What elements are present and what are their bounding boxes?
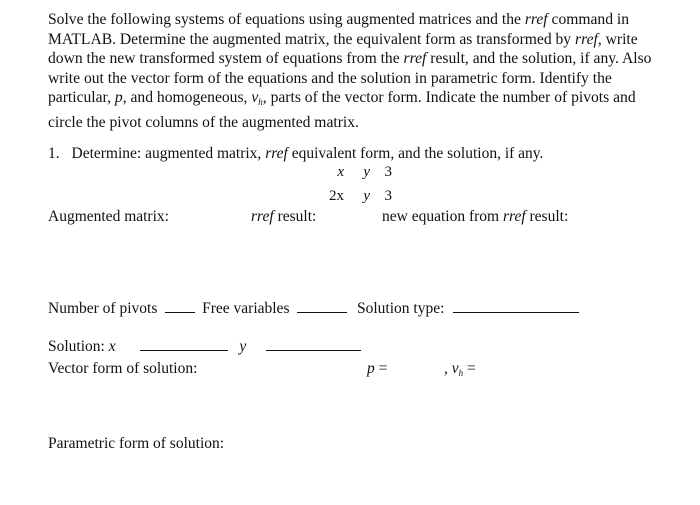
pivots-label: Number of pivots xyxy=(48,300,158,317)
pivots-row xyxy=(48,299,347,318)
vector-form-label: Vector form of solution: xyxy=(48,360,198,377)
particular-solution-label: p = xyxy=(367,360,388,377)
equation-coefficient-2x: 2x xyxy=(329,188,344,204)
solution-type-row xyxy=(357,299,579,318)
instructions-line-5: particular, p, and homogeneous, $v_h$, parts of the vector form. Indicate the number of pivots and xyxy=(48,89,636,108)
solution-x-blank[interactable] xyxy=(140,337,228,351)
question-number: 1. xyxy=(48,145,60,162)
parametric-form-label: Parametric form of solution: xyxy=(48,435,225,452)
augmented-matrix-label: Augmented matrix: xyxy=(48,208,169,225)
solution-y-blank[interactable] xyxy=(266,337,361,351)
instructions-line-1: Solve the following systems of equations using augmented matrices and the rref command in xyxy=(48,11,630,28)
homogeneous-solution-label: , $v_h$ = xyxy=(444,360,476,378)
instructions-line-6: circle the pivot columns of the augmented matrix. xyxy=(48,113,359,131)
new-equation-label: new equation from rref result: xyxy=(382,208,569,225)
solution-type-blank[interactable] xyxy=(453,299,579,313)
instructions-line-4: write out the vector form of the equations and the solution in parametric form. Identify the xyxy=(48,69,612,87)
pivots-blank[interactable] xyxy=(165,299,195,313)
rref-result-label: rref result: xyxy=(251,208,317,225)
instructions-paragraph xyxy=(48,10,673,133)
equation-row-2: 2x y 3 xyxy=(329,188,392,204)
solution-type-label: Solution type: xyxy=(357,300,445,317)
instructions-line-3: down the new transformed system of equations from the rref result, and the solution, if any. Also xyxy=(48,50,652,68)
instructions-line-2: MATLAB. Determine the augmented matrix, the equivalent form as transformed by rref, write xyxy=(48,30,638,48)
free-variables-blank[interactable] xyxy=(297,299,347,313)
solution-label: Solution: xyxy=(48,338,109,355)
equation-row-1: x y 3 xyxy=(337,164,392,180)
solution-row: Solution: x y xyxy=(48,337,361,356)
question-1: 1. Determine: augmented matrix, rref equivalent form, and the solution, if any. xyxy=(48,145,544,162)
free-variables-label: Free variables xyxy=(202,300,290,317)
